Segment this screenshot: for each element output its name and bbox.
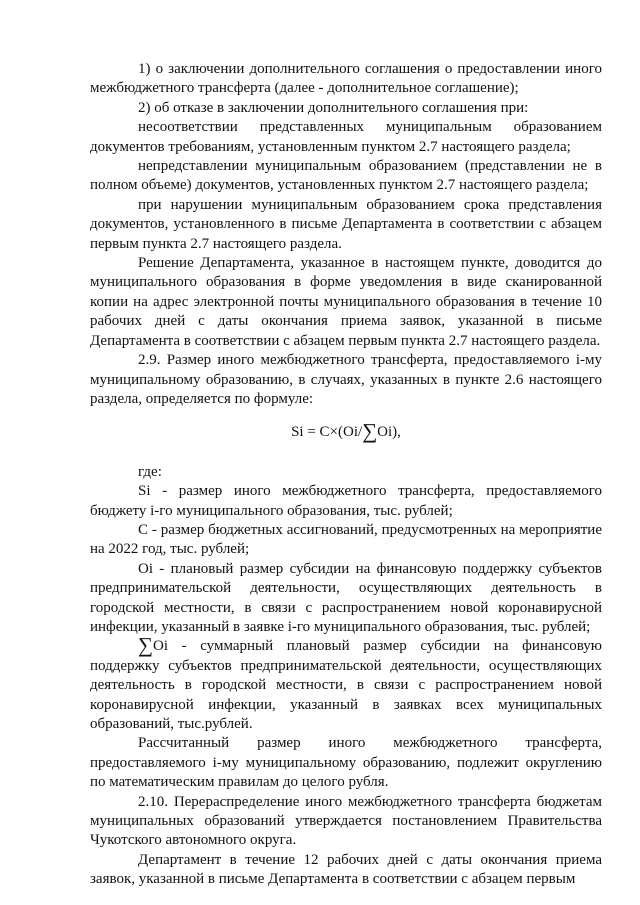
paragraph-refusal-mismatch: несоответствии представленных муниципальным образованием документов требованиям, установленным пунктом 2.7 настоящего раздела; (90, 119, 602, 155)
formula-left: Si = C×(Oi/ (291, 424, 363, 441)
paragraph-section-2-9: 2.9. Размер иного межбюджетного трансферта, предоставляемого i-му муниципальному образованию, в случаях, указанных в пункте 2.6 настоящего раздела, определяется по формуле: (90, 352, 602, 407)
where-label: где: (138, 463, 162, 480)
paragraph-department-deadline: Департамент в течение 12 рабочих дней с даты окончания приема заявок, указанной в письме Департамента в соответствии с абзацем первым (90, 851, 602, 888)
paragraph-refusal-deadline: при нарушении муниципальным образованием срока представления документов, установленного в письме Департамента в соответствии с абзацем первым пункта 2.7 настоящего раздела. (90, 196, 602, 252)
definition-c: C - размер бюджетных ассигнований, предусмотренных на мероприятие на 2022 год, тыс. рублей; (90, 521, 602, 558)
formula (90, 419, 602, 444)
sum-sigma-icon-inline: ∑ (138, 633, 153, 658)
paragraph-decision-refusal: 2) об отказе в заключении дополнительного соглашения при: (138, 99, 529, 116)
paragraph-refusal-nonsubmission: непредставлении муниципальным образованием (представлении не в полном объеме) документов, установленных пунктом 2.7 настоящего раздела; (90, 158, 602, 194)
paragraph-rounding: Рассчитанный размер иного межбюджетного трансферта, предоставляемого i-му муниципальному образованию, подлежит округлению по математическим правилам до целого рубля. (90, 735, 602, 791)
formula-right: Oi), (377, 424, 401, 441)
sum-sigma-icon: ∑ (362, 419, 378, 444)
paragraph-decision-conclusion: 1) о заключении дополнительного соглашения о предоставлении иного межбюджетного трансферта (далее - дополнительное соглашение); (90, 61, 602, 97)
document-page (90, 60, 602, 890)
definition-sum-oi-text: Oi - суммарный плановый размер субсидии на финансовую поддержку субъектов предпринимательской деятельности, осуществляющих деятельность в городской местности, в связи с распространением новой коронавирусной инфекции, указанный в заявках всех муниципальных образований, тыс.рублей. (90, 638, 602, 732)
definition-sum-oi (90, 633, 602, 734)
paragraph-decision-notice: Решение Департамента, указанное в настоящем пункте, доводится до муниципального образования в форме уведомления в виде сканированной копии на адрес электронной почты муниципального образования в течение 10 рабочих дней с даты окончания приема заявок, указанной в письме Департамента в соответствии с абзацем первым пункта 2.7 настоящего раздела. (90, 255, 602, 349)
definition-oi: Oi - плановый размер субсидии на финансовую поддержку субъектов предпринимательской деятельности, осуществляющих деятельность в городской местности, в связи с распространением новой коронавирусной инфекции, указанный в заявке i-го муниципального образования, тыс. рублей; (90, 560, 602, 635)
definition-si: Si - размер иного межбюджетного трансферта, предоставляемого бюджету i-го муниципального образования, тыс. рублей; (90, 483, 602, 519)
paragraph-section-2-10: 2.10. Перераспределение иного межбюджетного трансферта бюджетам муниципальных образований утверждается постановлением Правительства Чукотского автономного округа. (90, 793, 602, 849)
